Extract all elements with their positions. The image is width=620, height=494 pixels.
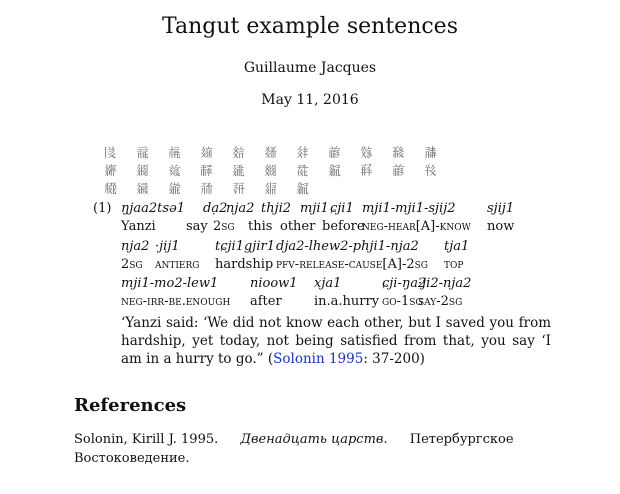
tangut-glyph: 𗁅 (104, 146, 118, 161)
tangut-glyph: 𗒛 (168, 164, 182, 179)
reference-title: Двенадцать царств. (240, 432, 388, 447)
tangut-glyph: 𗵹 (200, 164, 214, 179)
document-date: May 11, 2016 (261, 92, 359, 108)
tangut-glyph: 𗥃 (136, 164, 150, 179)
translit-word: tja1 (444, 239, 470, 254)
translit-word: ɕji-ŋa2 (382, 276, 427, 291)
tangut-glyph: 𗑗 (392, 164, 406, 179)
translit-word: ɕji1 (330, 201, 354, 216)
tangut-glyph: 𗄈 (136, 146, 150, 161)
tangut-glyph: 𘁂 (424, 164, 438, 179)
citation-pages: : 37-200) (363, 351, 425, 367)
tangut-glyph: 𗤋 (264, 182, 278, 197)
translit-word: mji1-mji1-sjij2 (362, 201, 456, 216)
gloss-word: neg-irr-be.enough (121, 294, 231, 309)
gloss-word: 2sg (213, 219, 235, 234)
translit-word: xja1 (314, 276, 342, 291)
tangut-line-1 (104, 146, 456, 161)
translit-word: dạ2 (203, 201, 228, 216)
tangut-glyph: 𗾞 (264, 164, 278, 179)
tangut-glyph: 𗷲 (360, 164, 374, 179)
tangut-line-3 (104, 182, 328, 197)
gloss-word: now (487, 219, 515, 234)
tangut-glyph: 𘈷 (392, 146, 406, 161)
gloss-word: Yanzi (121, 219, 156, 234)
example-number: (1) (93, 201, 112, 216)
gloss-word: neg-hear[A]-know (362, 219, 471, 234)
tangut-glyph: 𘀄 (264, 146, 278, 161)
reference-entry (74, 430, 548, 468)
reference-publisher: Петербургское Востоковедение. (74, 432, 514, 466)
translit-word: thji2 (261, 201, 292, 216)
tangut-glyph: 𗨁 (168, 182, 182, 197)
gloss-word: before (322, 219, 365, 234)
tangut-glyph: 𗗙 (200, 182, 214, 197)
tangut-glyph: 𗍫 (168, 146, 182, 161)
tangut-glyph: 𗢳 (296, 146, 310, 161)
gloss-word: in.a.hurry (314, 294, 380, 309)
tangut-glyph: 𗼵 (360, 146, 374, 161)
gloss-word: other (280, 219, 316, 234)
document-author: Guillaume Jacques (243, 60, 377, 76)
gloss-word: 2sg (121, 257, 143, 272)
translation-text: ‘Yanzi said: ‘We did not know each other, but I saved you from hardship, yet today, not being satisfied from that, you say ‘I am in a hurry to go.” (121, 315, 551, 367)
gloss-word: hardship (215, 257, 274, 272)
tangut-glyph: 𗑗 (328, 146, 342, 161)
tangut-glyph: 𗆧 (104, 182, 118, 197)
gloss-word: after (250, 294, 282, 309)
translit-word: dja2-lhew2-phji1-nja2 (276, 239, 419, 254)
translit-word: ·jij1 (155, 239, 180, 254)
translit-word: mji1 (300, 201, 329, 216)
translit-word: mji1-mo2-lew1 (121, 276, 219, 291)
tangut-glyph: 𗥑 (328, 164, 342, 179)
translit-word: nja2 (226, 201, 255, 216)
translit-word: tɕji1gjir1 (215, 239, 275, 254)
reference-author: Solonin, Kirill J. 1995. (74, 432, 219, 447)
gloss-word: top (444, 257, 464, 272)
citation-link[interactable]: Solonin 1995 (273, 351, 364, 367)
translit-word: nja2 (121, 239, 150, 254)
tangut-line-2 (104, 164, 456, 179)
tangut-glyph: 𗱕 (296, 164, 310, 179)
tangut-glyph: 𗦀 (104, 164, 118, 179)
tangut-glyph: 𗾖 (232, 146, 246, 161)
tangut-glyph: 𗦻 (200, 146, 214, 161)
tangut-glyph: 𗩨 (136, 182, 150, 197)
tangut-glyph: 𗰜 (424, 146, 438, 161)
translit-word: ·ji2-nja2 (418, 276, 472, 291)
gloss-word: antierg (155, 257, 200, 272)
translit-word: nioow1 (250, 276, 298, 291)
gloss-word: this (248, 219, 273, 234)
tangut-glyph: 𗕹 (232, 182, 246, 197)
gloss-word: say-2sg (418, 294, 463, 309)
gloss-word: pfv-release-cause[A]-2sg (276, 257, 428, 272)
tangut-glyph: 𗧓 (232, 164, 246, 179)
free-translation: ‘Yanzi said: ‘We did not know each other, but I saved you from hardship, yet today, not being satisfied from that, you say ‘I am in a hurry to go.” (Solonin 1995: 37-200) (121, 315, 551, 367)
tangut-glyph: 𗥑 (296, 182, 310, 197)
document-title: Tangut example sentences (161, 14, 458, 39)
gloss-word: go-1sg (382, 294, 423, 309)
translit-word: sjij1 (487, 201, 515, 216)
translit-word: ŋjaa2tsə1 (121, 201, 186, 216)
references-heading: References (74, 395, 187, 416)
gloss-word: say (186, 219, 208, 234)
